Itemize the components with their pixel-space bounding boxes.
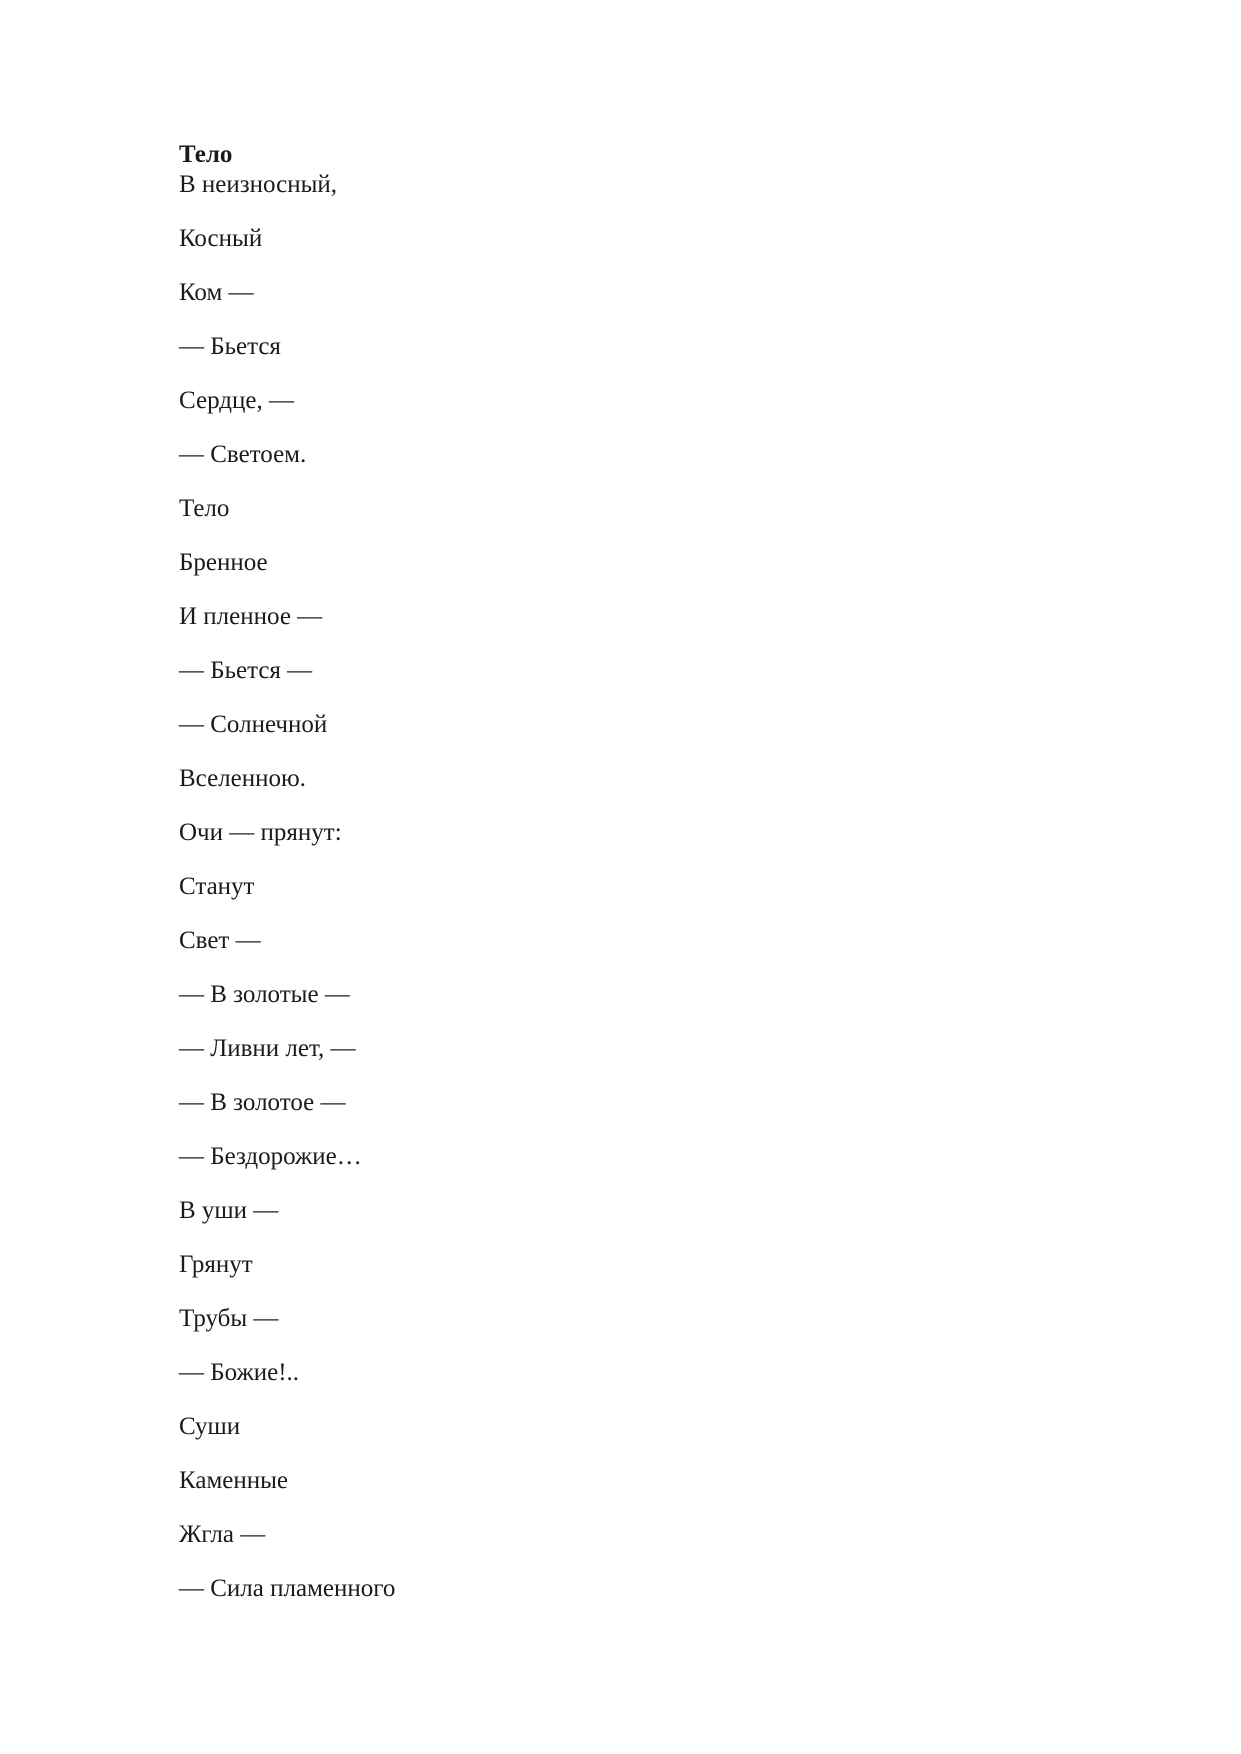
poem-line: — Бездорожие…	[179, 1143, 362, 1170]
poem-line: Ком —	[179, 279, 254, 306]
poem-line: — В золотые —	[179, 981, 350, 1008]
poem-line: — В золотое —	[179, 1089, 346, 1116]
poem-title: Тело	[179, 141, 233, 168]
poem-line: Грянут	[179, 1251, 253, 1278]
poem-line: — Сила пламенного	[179, 1575, 396, 1602]
poem-line: Жгла —	[179, 1521, 266, 1548]
poem-line: Станут	[179, 873, 255, 900]
poem-line: — Солнечной	[179, 711, 328, 738]
poem-line: В неизносный,	[179, 171, 338, 198]
poem-line: Сердце, —	[179, 387, 294, 414]
poem-line: Свет —	[179, 927, 261, 954]
poem-line: — Божие!..	[179, 1359, 300, 1386]
poem-line: — Бьется	[179, 333, 281, 360]
poem-line: — Ливни лет, —	[179, 1035, 356, 1062]
poem-line: Бренное	[179, 549, 268, 576]
poem-line: Трубы —	[179, 1305, 279, 1332]
poem-line: Суши	[179, 1413, 241, 1440]
poem-line: — Светоем.	[179, 441, 307, 468]
poem-line: — Бьется —	[179, 657, 313, 684]
poem-line: Тело	[179, 495, 230, 522]
poem-line: Каменные	[179, 1467, 289, 1494]
poem-line: Вселенною.	[179, 765, 306, 792]
poem-body	[179, 171, 1121, 1603]
poem-line: В уши —	[179, 1197, 279, 1224]
poem-line: Косный	[179, 225, 263, 252]
poem-line: И пленное —	[179, 603, 323, 630]
poem-line: Очи — прянут:	[179, 819, 342, 846]
